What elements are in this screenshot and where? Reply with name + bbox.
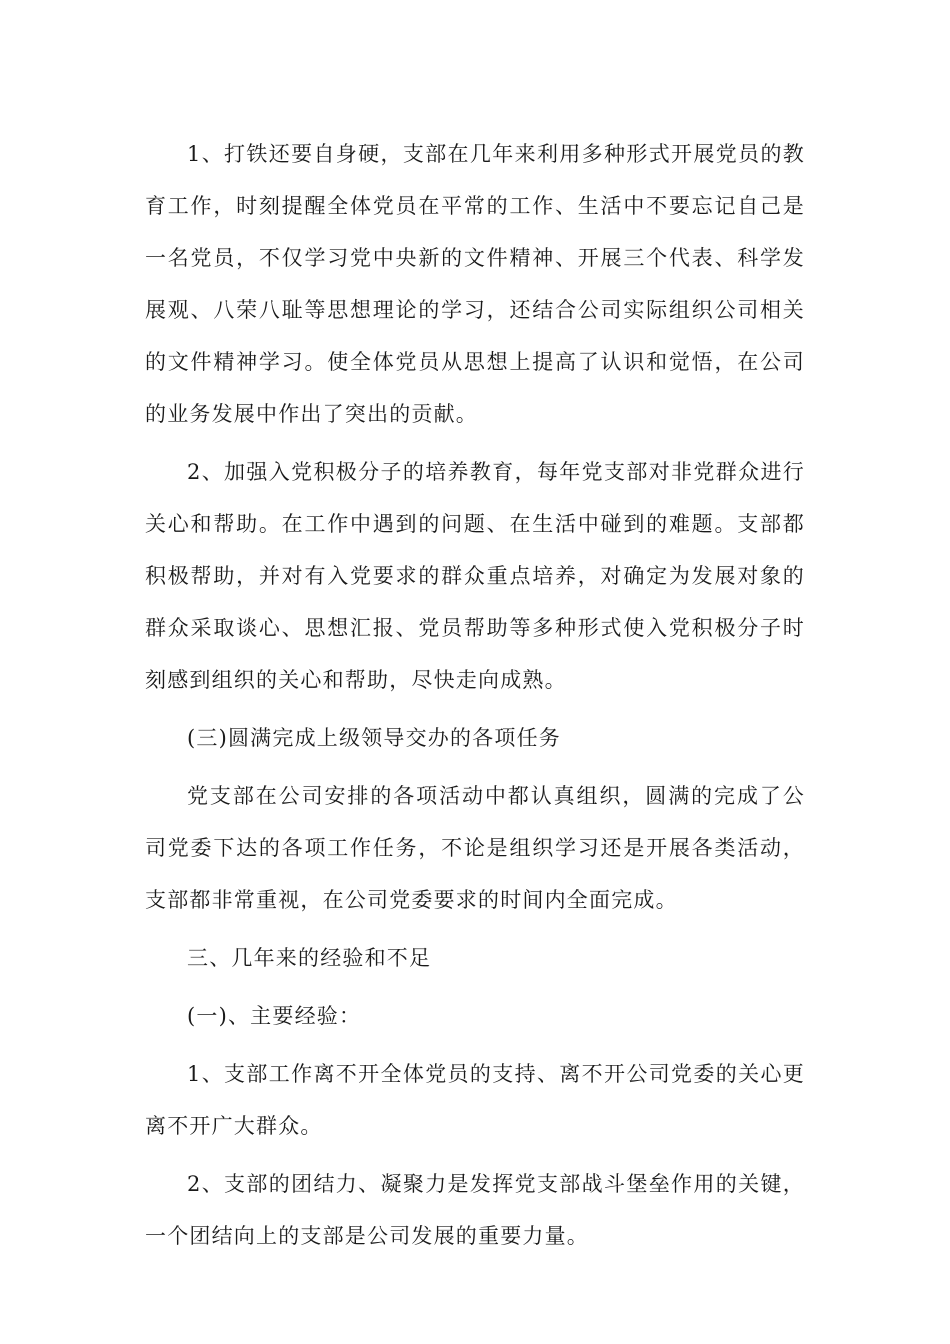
section-heading-experience: 三、几年来的经验和不足 xyxy=(187,946,432,970)
subheading-main-experience: (一)、主要经验： xyxy=(187,1004,362,1028)
paragraph-support: 1、支部工作离不开全体党员的支持、离不开公司党委的关心更离不开广大群众。 xyxy=(145,1062,805,1138)
paragraph-unity: 2、支部的团结力、凝聚力是发挥党支部战斗堡垒作用的关键，一个团结向上的支部是公司发展的重要力量。 xyxy=(145,1172,805,1248)
section-heading-tasks: (三)圆满完成上级领导交办的各项任务 xyxy=(187,726,561,750)
paragraph-activists: 2、加强入党积极分子的培养教育，每年党支部对非党群众进行关心和帮助。在工作中遇到的问题、在生活中碰到的难题。支部都积极帮助，并对有入党要求的群众重点培养，对确定为发展对象的群众采取谈心、思想汇报、党员帮助等多种形式使入党积极分子时刻感到组织的关心和帮助，尽快走向成熟。 xyxy=(145,460,805,692)
paragraph-tasks: 党支部在公司安排的各项活动中都认真组织，圆满的完成了公司党委下达的各项工作任务，不论是组织学习还是开展各类活动，支部都非常重视，在公司党委要求的时间内全面完成。 xyxy=(145,784,805,912)
document-body xyxy=(145,128,805,1268)
paragraph-education: 1、打铁还要自身硬，支部在几年来利用多种形式开展党员的教育工作，时刻提醒全体党员在平常的工作、生活中不要忘记自己是一名党员，不仅学习党中央新的文件精神、开展三个代表、科学发展观、八荣八耻等思想理论的学习，还结合公司实际组织公司相关的文件精神学习。使全体党员从思想上提高了认识和觉悟，在公司的业务发展中作出了突出的贡献。 xyxy=(145,142,805,426)
